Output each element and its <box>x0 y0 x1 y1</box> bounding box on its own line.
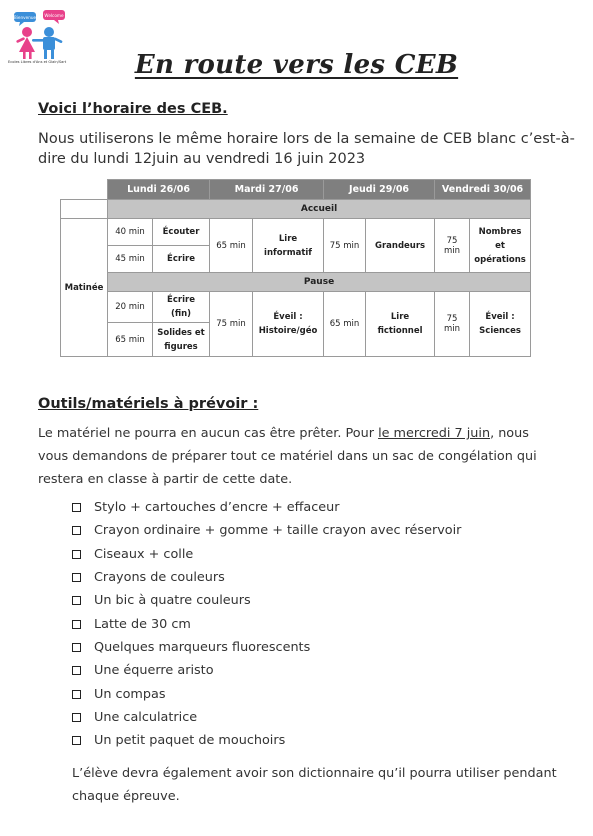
logo-bubble-left: Bienvenue <box>13 15 37 20</box>
activity-cell: Grandeurs <box>366 219 435 273</box>
pause-band: Pause <box>108 273 531 292</box>
duration-cell: 40 min <box>108 219 153 246</box>
duration-cell: 75 min <box>324 219 366 273</box>
checklist-item <box>72 682 461 705</box>
para-text: Le matériel ne pourra en aucun cas être prêter. Pour <box>38 426 379 441</box>
checklist-item <box>72 496 461 519</box>
activity-cell: Nombres et opérations <box>470 219 531 273</box>
checklist-item <box>72 729 461 752</box>
table-corner <box>61 180 108 200</box>
checklist-item-label: Stylo + cartouches d’encre + effaceur <box>94 500 340 516</box>
materials-checklist <box>72 496 461 752</box>
checklist-item-label: Crayons de couleurs <box>94 570 225 586</box>
activity-cell: Écouter <box>153 219 210 246</box>
checkbox-icon <box>72 666 81 675</box>
activity-cell: Éveil : Sciences <box>470 292 531 357</box>
duration-cell: 65 min <box>324 292 366 357</box>
ceb-schedule-table <box>60 179 531 357</box>
checklist-item-label: Une calculatrice <box>94 709 198 725</box>
checklist-item-label: Quelques marqueurs fluorescents <box>94 639 311 655</box>
checklist-item-label: Un petit paquet de mouchoirs <box>94 733 286 749</box>
checklist-item <box>72 659 461 682</box>
logo-bubble-right: Welcome <box>44 13 64 18</box>
checkbox-icon <box>72 620 81 629</box>
checklist-item <box>72 706 461 729</box>
activity-cell: Écrire (fin) <box>153 292 210 323</box>
checklist-item <box>72 519 461 542</box>
checkbox-icon <box>72 503 81 512</box>
day-header-thursday: Jeudi 29/06 <box>324 180 435 200</box>
duration-cell: 75 min <box>435 292 470 357</box>
checkbox-icon <box>72 713 81 722</box>
day-header-monday: Lundi 26/06 <box>108 180 210 200</box>
duration-cell: 20 min <box>108 292 153 323</box>
checklist-item-label: Un compas <box>94 686 166 702</box>
activity-cell: Lire informatif <box>253 219 324 273</box>
checkbox-icon <box>72 596 81 605</box>
day-header-friday: Vendredi 30/06 <box>435 180 531 200</box>
checklist-item-label: Ciseaux + colle <box>94 546 194 562</box>
checklist-item <box>72 636 461 659</box>
checkbox-icon <box>72 643 81 652</box>
day-header-tuesday: Mardi 27/06 <box>210 180 324 200</box>
checklist-item-label: Un bic à quatre couleurs <box>94 593 251 609</box>
para-text: , nous vous demandons de préparer tout ce matériel dans un sac de congélation qui restera en classe à partir de cette date. <box>38 426 537 487</box>
schedule-intro: Nous utiliserons le même horaire lors de la semaine de CEB blanc c’est-à-dire du lundi 12juin au vendredi 16 juin 2023 <box>38 131 575 167</box>
checklist-item <box>72 566 461 589</box>
checkbox-icon <box>72 526 81 535</box>
checklist-item <box>72 543 461 566</box>
page-title: En route vers les CEB <box>134 50 459 80</box>
duration-cell: 45 min <box>108 246 153 273</box>
checklist-item-label: Une équerre aristo <box>94 663 214 679</box>
schedule-heading: Voici l’horaire des CEB. <box>38 101 228 117</box>
activity-cell: Solides et figures <box>153 323 210 357</box>
activity-cell: Écrire <box>153 246 210 273</box>
checklist-item-label: Crayon ordinaire + gomme + taille crayon avec réservoir <box>94 523 462 539</box>
checklist-item <box>72 589 461 612</box>
materials-heading: Outils/matériels à prévoir : <box>38 396 259 412</box>
activity-cell: Éveil : Histoire/géo <box>253 292 324 357</box>
duration-cell: 65 min <box>210 219 253 273</box>
materials-paragraph <box>38 422 558 491</box>
dictionary-note: L’élève devra également avoir son dictionnaire qu’il pourra utiliser pendant chaque épreuve. <box>72 766 557 804</box>
period-label: Matinée <box>61 219 108 357</box>
band-left-blank <box>61 200 108 219</box>
duration-cell: 65 min <box>108 323 153 357</box>
duration-cell: 75 min <box>210 292 253 357</box>
duration-cell: 75 min <box>435 219 470 273</box>
logo-caption: Ecoles Libres d'Ans et Glain/Sart <box>8 60 67 64</box>
checkbox-icon <box>72 736 81 745</box>
checkbox-icon <box>72 573 81 582</box>
para-date: le mercredi 7 juin <box>378 426 491 441</box>
activity-cell: Lire fictionnel <box>366 292 435 357</box>
checkbox-icon <box>72 690 81 699</box>
checklist-item-label: Latte de 30 cm <box>94 616 191 632</box>
accueil-band: Accueil <box>108 200 531 219</box>
checklist-item <box>72 612 461 635</box>
checkbox-icon <box>72 550 81 559</box>
